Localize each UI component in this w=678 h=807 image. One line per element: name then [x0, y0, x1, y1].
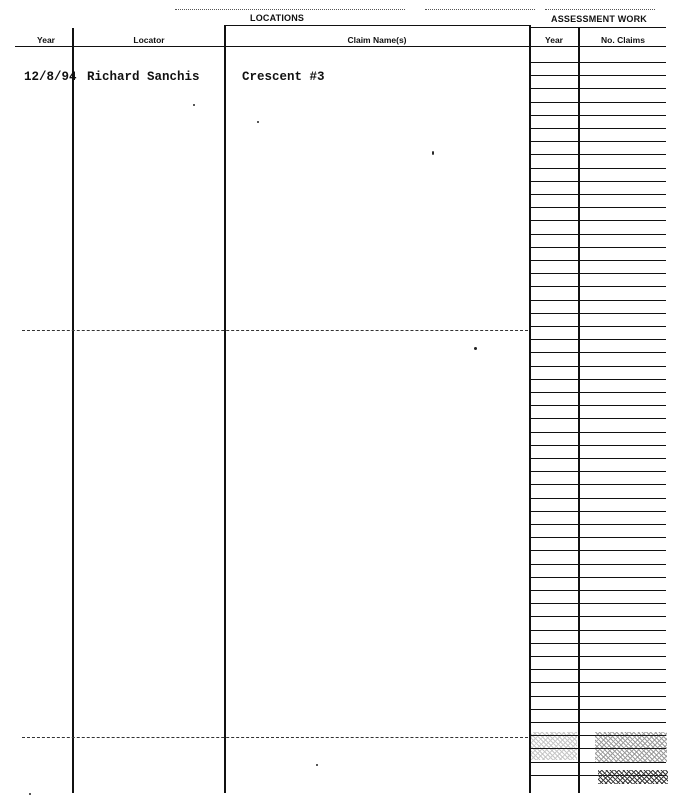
scan-speck — [474, 347, 477, 350]
section-separator — [22, 330, 528, 331]
no-claims-column-header: No. Claims — [601, 35, 645, 45]
assessment-rule-line — [530, 181, 666, 182]
assessment-rule-line — [530, 550, 666, 551]
scan-noise — [595, 732, 667, 762]
header-bottom-rule — [15, 46, 666, 47]
assessment-rule-line — [530, 471, 666, 472]
scan-speck — [257, 121, 259, 123]
assessment-rule-line — [530, 313, 666, 314]
assessment-rule-line — [530, 696, 666, 697]
assessment-rule-line — [530, 300, 666, 301]
assessment-rule-line — [530, 168, 666, 169]
assessment-rule-line — [530, 379, 666, 380]
assessment-rule-line — [530, 141, 666, 142]
scan-speck — [432, 151, 434, 155]
column-divider — [578, 28, 580, 793]
assessment-rule-line — [530, 392, 666, 393]
top-print-remnant — [545, 9, 655, 10]
top-print-remnant — [175, 9, 405, 10]
claim-names-column-header: Claim Name(s) — [347, 35, 407, 45]
assessment-work-group-header: ASSESSMENT WORK — [551, 14, 648, 24]
assessment-rule-line — [530, 247, 666, 248]
assessment-rule-line — [530, 484, 666, 485]
assessment-rule-line — [530, 590, 666, 591]
assessment-rule-line — [530, 643, 666, 644]
entry-year: 12/8/94 — [24, 70, 77, 84]
assessment-rule-line — [530, 445, 666, 446]
assessment-rule-line — [530, 88, 666, 89]
assessment-rule-line — [530, 352, 666, 353]
assessment-year-column-header: Year — [545, 35, 563, 45]
assessment-rule-line — [530, 564, 666, 565]
assessment-rule-line — [530, 102, 666, 103]
assessment-rule-line — [530, 234, 666, 235]
assessment-rule-line — [530, 286, 666, 287]
assessment-rule-line — [530, 630, 666, 631]
assessment-rule-line — [530, 669, 666, 670]
scan-noise — [531, 732, 577, 760]
assessment-rule-line — [530, 194, 666, 195]
assessment-rule-line — [530, 722, 666, 723]
assessment-rule-line — [530, 682, 666, 683]
assessment-rule-line — [530, 709, 666, 710]
assessment-rule-line — [530, 432, 666, 433]
header-top-rule — [226, 25, 530, 26]
scan-speck — [29, 793, 31, 795]
assessment-rule-line — [530, 339, 666, 340]
assessment-rule-line — [530, 577, 666, 578]
assessment-rule-line — [530, 62, 666, 63]
assessment-rule-line — [530, 458, 666, 459]
assessment-rule-line — [530, 511, 666, 512]
assessment-rule-line — [530, 616, 666, 617]
assessment-rule-line — [530, 418, 666, 419]
assessment-rule-line — [530, 260, 666, 261]
assessment-rule-line — [530, 220, 666, 221]
assessment-rule-line — [530, 366, 666, 367]
scan-speck — [316, 764, 318, 766]
assessment-rule-line — [530, 115, 666, 116]
section-separator — [22, 737, 528, 738]
entry-locator: Richard Sanchis — [87, 70, 200, 84]
assessment-rule-line — [530, 75, 666, 76]
scan-speck — [193, 104, 195, 106]
column-divider — [72, 28, 74, 793]
assessment-rule-line — [530, 405, 666, 406]
assessment-rule-line — [530, 273, 666, 274]
assessment-rule-line — [530, 498, 666, 499]
assessment-rule-line — [530, 154, 666, 155]
assessment-rule-line — [530, 524, 666, 525]
assessment-rule-line — [530, 537, 666, 538]
year-column-header: Year — [37, 35, 55, 45]
column-divider — [224, 25, 226, 793]
header-top-rule — [530, 27, 666, 28]
locations-group-header: LOCATIONS — [250, 13, 305, 23]
assessment-rule-line — [530, 128, 666, 129]
assessment-rule-line — [530, 207, 666, 208]
assessment-rule-line — [530, 326, 666, 327]
entry-claim-name: Crescent #3 — [242, 70, 325, 84]
assessment-rule-line — [530, 656, 666, 657]
assessment-rule-line — [530, 603, 666, 604]
locator-column-header: Locator — [133, 35, 165, 45]
assessment-rule-line — [530, 762, 666, 763]
scan-noise — [598, 770, 668, 784]
top-print-remnant — [425, 9, 535, 10]
